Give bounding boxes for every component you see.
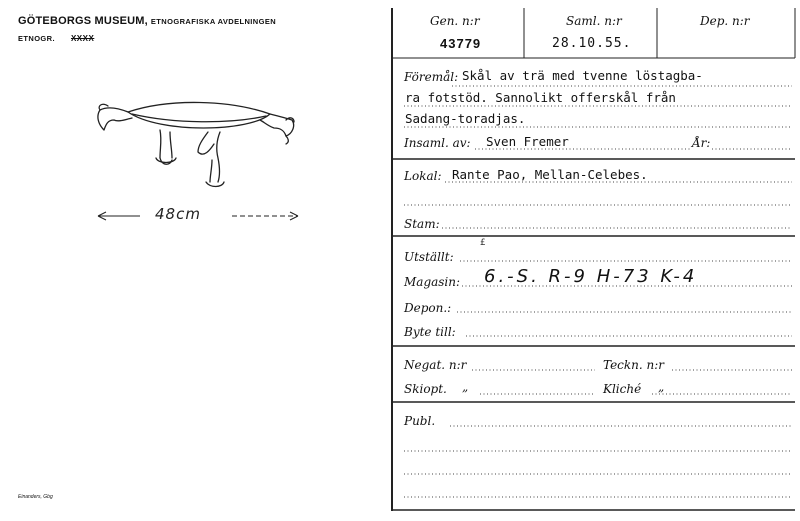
kliche-ditto: „	[658, 380, 665, 394]
negat-nr-label: Negat. n:r	[404, 358, 467, 372]
dep-nr-label: Dep. n:r	[700, 14, 750, 28]
skiopt-label: Skiopt.	[404, 382, 447, 396]
foremal-label: Föremål:	[404, 70, 459, 84]
struck-out-text: XXXX	[70, 34, 95, 43]
foremal-line-1: Skål av trä med tvenne löstagba-	[462, 68, 703, 83]
etnogr-label: ETNOGR.	[18, 34, 55, 43]
insaml-value: Sven Fremer	[486, 134, 569, 149]
gen-nr-value: 43779	[440, 36, 482, 51]
stam-label: Stam:	[404, 217, 440, 231]
publ-label: Publ.	[404, 414, 436, 428]
utstallt-label: Utställt:	[404, 250, 454, 264]
depon-label: Depon.:	[404, 301, 452, 315]
saml-nr-value: 28.10.55.	[552, 36, 632, 51]
measurement-label: 48cm	[155, 205, 201, 223]
museum-name: GÖTEBORGS MUSEUM,	[18, 15, 148, 27]
printer-credit: Einanders, Gbg	[18, 494, 53, 500]
foremal-line-2: ra fotstöd. Sannolikt offerskål från	[405, 90, 676, 105]
insaml-label: Insaml. av:	[404, 136, 471, 150]
ar-label: År:	[692, 136, 711, 150]
teckn-nr-label: Teckn. n:r	[603, 358, 665, 372]
magasin-value: 6.-S. R-9 H-73 K-4	[484, 266, 698, 287]
department-name: ETNOGRAFISKA AVDELNINGEN	[150, 17, 277, 26]
saml-nr-label: Saml. n:r	[566, 14, 622, 28]
lokal-label: Lokal:	[404, 169, 442, 183]
kliche-label: Kliché	[603, 382, 642, 396]
magasin-label: Magasin:	[404, 275, 461, 289]
utstallt-mark: £	[480, 238, 486, 248]
lokal-value: Rante Pao, Mellan-Celebes.	[452, 167, 648, 182]
byte-till-label: Byte till:	[404, 325, 456, 339]
skiopt-ditto: „	[462, 380, 469, 394]
foremal-line-3: Sadang-toradjas.	[405, 111, 526, 126]
gen-nr-label: Gen. n:r	[430, 14, 480, 28]
